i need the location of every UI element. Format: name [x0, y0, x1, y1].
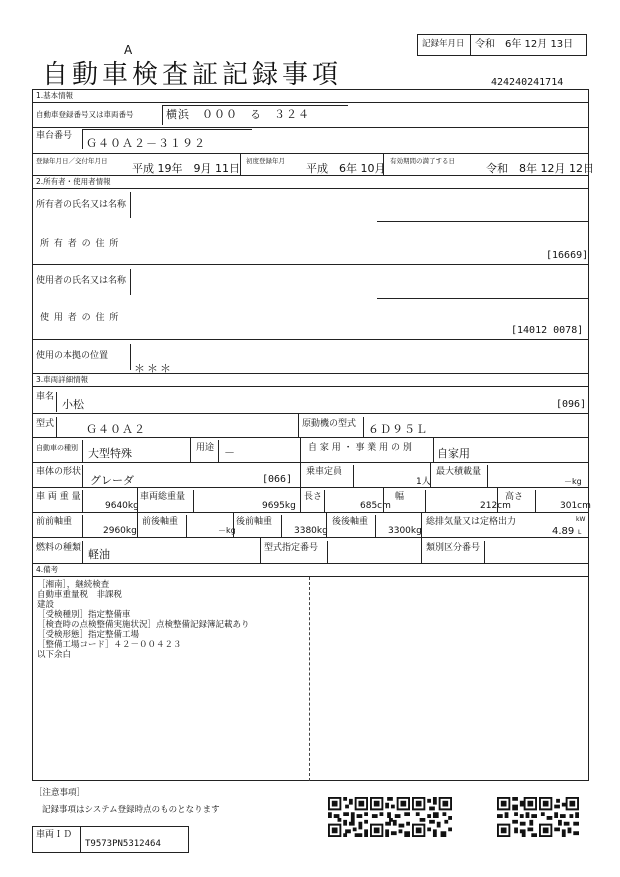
type-cert-label: 型式指定番号 [264, 543, 319, 553]
vehicle-id-label: 車両ＩＤ [36, 830, 73, 840]
body-shape-code: [066] [262, 474, 293, 485]
gross-weight-label: 車両総重量 [140, 492, 186, 502]
displacement-unit-kw: kW [576, 516, 586, 523]
purpose-label: 自 家 用 ・ 事 業 用 の 別 [308, 443, 412, 453]
rear-front-axle-value: 3380kg [294, 526, 328, 536]
height-value: 301cm [560, 501, 591, 511]
engine-model-label: 原動機の型式 [302, 419, 357, 429]
vehicle-kind-label: 自動車の種別 [36, 444, 78, 452]
user-name-label: 使用者の氏名又は名称 [36, 276, 127, 286]
remark-line: 自動車重量税 非課税 [37, 590, 123, 600]
chassis-number-value: Ｇ４０Ａ２－３１９２ [86, 137, 206, 150]
remark-line: ［整備工場コード］４２－００４２３ [37, 640, 182, 650]
record-date-box [417, 34, 587, 56]
qr-code-5 [539, 797, 579, 837]
user-code: [14012 0078] [511, 325, 584, 336]
capacity-value: 1人 [416, 477, 431, 487]
qr-code-3 [412, 797, 452, 837]
use-value: － [224, 446, 235, 459]
model-label: 型式 [36, 419, 55, 429]
page-title: 自動車検査証記録事項 [42, 60, 343, 90]
front-rear-axle-value: －kg [218, 526, 236, 535]
model-value: Ｇ４０Ａ２ [86, 423, 146, 436]
section-basic-heading: 1.基本情報 [36, 91, 74, 100]
qr-code-4 [497, 797, 537, 837]
base-location-value: ＊＊＊ [134, 362, 173, 375]
document-number: 424240241714 [491, 77, 564, 88]
front-front-axle-label: 前前軸重 [36, 517, 73, 527]
remark-line: 以下余白 [37, 650, 72, 660]
height-label: 高さ [505, 492, 524, 502]
vehicle-weight-value: 9640kg [105, 501, 139, 511]
remark-line: ［受検種別］指定整備車 [37, 610, 131, 620]
width-label: 幅 [395, 492, 405, 502]
displacement-label: 総排気量又は定格出力 [426, 517, 517, 527]
owner-code: [16669] [546, 250, 589, 261]
max-load-label: 最大積載量 [436, 467, 482, 477]
fuel-type-label: 燃料の種類 [36, 543, 82, 553]
chassis-number-label: 車台番号 [36, 131, 73, 141]
engine-model-value: ６Ｄ９５Ｌ [368, 423, 428, 436]
rear-rear-axle-label: 後後軸重 [332, 517, 369, 527]
section-owner-heading: 2.所有者・使用者情報 [36, 177, 111, 186]
width-value: 212cm [480, 501, 511, 511]
remark-line: ［受検形態］指定整備工場 [37, 630, 140, 640]
registration-number-label: 自動車登録番号又は車両番号 [36, 110, 134, 119]
record-date-label: 記録年月日 [422, 39, 465, 49]
vehicle-name-code: [096] [556, 399, 587, 410]
front-rear-axle-label: 前後軸重 [142, 517, 179, 527]
form-code: A [124, 43, 133, 57]
vehicle-name-label: 車名 [36, 392, 55, 402]
qr-code-2 [370, 797, 410, 837]
remark-line: ［湘南］，継続検査 [37, 580, 110, 590]
notes-title: ［注意事項］ [34, 788, 86, 798]
owner-address-label: 所 有 者 の 住 所 [40, 239, 120, 249]
length-label: 長さ [304, 492, 323, 502]
registration-date-value: 平成 19年 9月 11日 [132, 162, 240, 175]
owner-name-label: 所有者の氏名又は名称 [36, 200, 127, 210]
length-value: 685cm [360, 501, 391, 511]
user-address-label: 使 用 者 の 住 所 [40, 313, 120, 323]
displacement-unit-l: L [578, 529, 582, 536]
section-vehicle-heading: 3.車両詳細情報 [36, 375, 89, 384]
vehicle-id-box [32, 826, 189, 853]
rear-front-axle-label: 後前軸重 [236, 517, 273, 527]
vehicle-weight-label: 車 両 重 量 [36, 492, 81, 502]
capacity-label: 乗車定員 [306, 467, 343, 477]
base-location-label: 使用の本拠の位置 [36, 351, 109, 361]
notes-text: 記録事項はシステム登録時点のものとなります [42, 805, 220, 815]
vehicle-kind-value: 大型特殊 [88, 447, 132, 460]
purpose-value: 自家用 [437, 447, 470, 460]
use-label: 用途 [196, 443, 215, 453]
remark-line: 建設 [37, 600, 55, 610]
gross-weight-value: 9695kg [262, 501, 296, 511]
registration-number-value: 横浜 ０００ る ３２４ [166, 108, 310, 121]
vehicle-id-value: T9573PN5312464 [85, 839, 161, 849]
rear-rear-axle-value: 3300kg [388, 526, 422, 536]
front-front-axle-value: 2960kg [103, 526, 137, 536]
class-number-label: 類別区分番号 [426, 543, 481, 553]
record-date-value: 令和 6年 12月 13日 [475, 39, 574, 50]
vehicle-name-value: 小松 [62, 398, 84, 411]
remark-line: ［検査時の点検整備実施状況］点検整備記録簿記載あり [37, 620, 250, 630]
fuel-type-value: 軽油 [88, 548, 110, 561]
first-registration-value: 平成 6年 10月 [306, 162, 386, 175]
expiry-date-label: 有効期間の満了する日 [390, 157, 455, 165]
max-load-value: －kg [564, 477, 582, 486]
section-remarks-heading: 4.備考 [36, 565, 59, 574]
expiry-date-value: 令和 8年 12月 12日 [486, 162, 594, 175]
body-shape-label: 車体の形状 [36, 467, 82, 477]
registration-date-label: 登録年月日／交付年月日 [36, 157, 108, 165]
first-registration-label: 初度登録年月 [246, 157, 285, 165]
body-shape-value: グレーダ [90, 474, 134, 487]
displacement-value: 4.89 [552, 526, 575, 537]
qr-code-1 [328, 797, 368, 837]
